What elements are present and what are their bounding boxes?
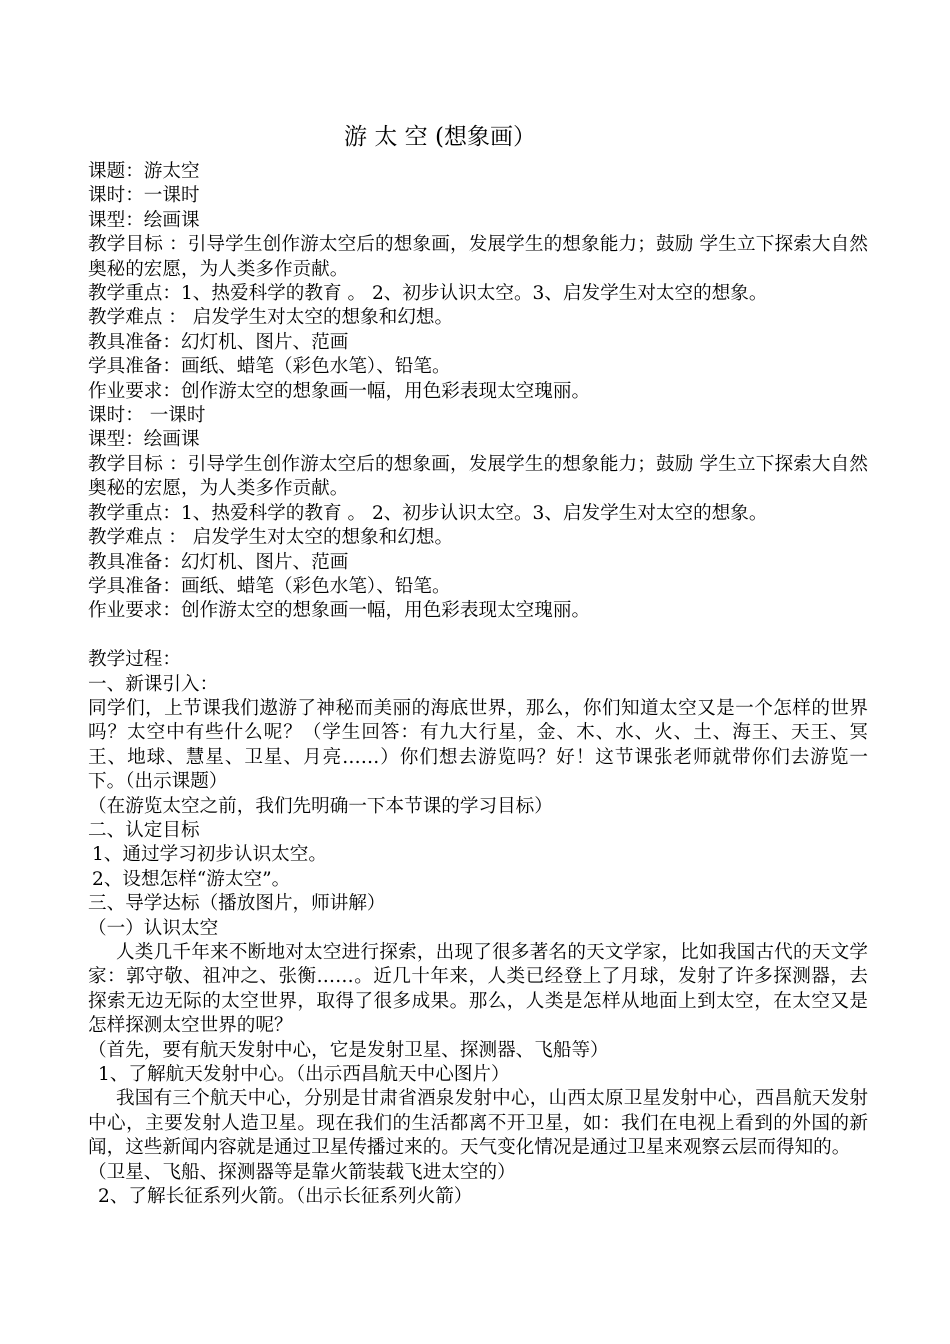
teaching-difficulty-line-2: 教学难点 ： 启发学生对太空的想象和幻想。 <box>88 527 454 549</box>
section-heading-goals: 二、认定目标 <box>88 819 200 841</box>
section-heading-intro: 一、新课引入： <box>88 673 219 695</box>
intro-note: （在游览太空之前，我们先明确一下本节课的学习目标） <box>88 795 553 817</box>
teaching-goal-paragraph: 教学目标 ：引导学生创作游太空后的想象画，发展学生的想象能力；鼓励 学生立下探索大自然奥秘的宏愿，为人类多作贡献。 <box>88 234 868 280</box>
class-hours-line: 课时：一课时 <box>88 185 200 207</box>
goal-item-1: 1、通过学习初步认识太空。 <box>92 844 327 866</box>
teaching-aids-line: 教具准备：幻灯机、图片、范画 <box>88 331 349 353</box>
document-title: 游 太 空 (想象画） <box>344 124 536 150</box>
teaching-process-heading: 教学过程： <box>88 649 181 671</box>
teaching-difficulty-line: 教学难点 ： 启发学生对太空的想象和幻想。 <box>88 307 454 329</box>
space-exploration-paragraph: 人类几千年来不断地对太空进行探索，出现了很多著名的天文学家，比如我国古代的天文学家：郭守敬、祖冲之、张衡……。近几十年来，人类已经登上了月球，发射了许多探测器，去探索无边无际的太空世界，取得了很多成果。那么，人类是怎样从地面上到太空，在太空又是怎样探测太空世界的呢？ <box>88 941 868 1037</box>
launch-center-note: （首先，要有航天发射中心，它是发射卫星、探测器、飞船等） <box>88 1039 609 1061</box>
student-materials-line: 学具准备：画纸、蜡笔（彩色水笔）、铅笔。 <box>88 356 451 378</box>
teaching-focus-line: 教学重点：1、热爱科学的教育 。 2、初步认识太空。3、启发学生对太空的想象。 <box>88 283 768 305</box>
launch-center-item: 1、了解航天发射中心。（出示西昌航天中心图片） <box>98 1064 510 1086</box>
lesson-type-line-2: 课型：绘画课 <box>88 429 200 451</box>
document-body <box>88 160 868 1209</box>
topic-line: 课题：游太空 <box>88 161 200 182</box>
student-materials-line-2: 学具准备：画纸、蜡笔（彩色水笔）、铅笔。 <box>88 575 451 597</box>
intro-paragraph: 同学们，上节课我们遨游了神秘而美丽的海底世界，那么，你们知道太空又是一个怎样的世界吗？太空中有些什么呢？（学生回答：有九大行星，金、木、水、火、土、海王、天王、冥王、地球、慧星、卫星、月亮……）你们想去游览吗？好！这节课张老师就带你们去游览一下。（出示课题） <box>88 697 868 793</box>
section-heading-guide: 三、导学达标（播放图片，师讲解） <box>88 893 386 915</box>
subsection-heading-space: （一）认识太空 <box>88 917 219 939</box>
homework-line-2: 作业要求：创作游太空的想象画一幅，用色彩表现太空瑰丽。 <box>88 600 591 622</box>
class-hours-line-2: 课时： 一课时 <box>88 405 206 427</box>
teaching-goal-paragraph-2: 教学目标 ：引导学生创作游太空后的想象画，发展学生的想象能力；鼓励 学生立下探索大自然奥秘的宏愿，为人类多作贡献。 <box>88 453 868 500</box>
lesson-type-line: 课型：绘画课 <box>88 209 200 231</box>
teaching-aids-line-2: 教具准备：幻灯机、图片、范画 <box>88 551 349 573</box>
rocket-item: 2、了解长征系列火箭。（出示长征系列火箭） <box>98 1186 473 1208</box>
rocket-note: （卫星、飞船、探测器等是靠火箭装载飞进太空的） <box>88 1161 516 1183</box>
goal-item-2: 2、设想怎样“游太空”。 <box>92 868 291 890</box>
launch-center-paragraph: 我国有三个航天中心，分别是甘肃省酒泉发射中心，山西太原卫星发射中心，西昌航天发射中心，主要发射人造卫星。现在我们的生活都离不开卫星，如：我们在电视上看到的外国的新闻，这些新闻内容就是通过卫星传播过来的。天气变化情况是通过卫星来观察云层而得知的。 <box>88 1088 868 1159</box>
teaching-focus-line-2: 教学重点：1、热爱科学的教育 。 2、初步认识太空。3、启发学生对太空的想象。 <box>88 502 768 524</box>
blank-line <box>88 624 868 648</box>
homework-line: 作业要求：创作游太空的想象画一幅，用色彩表现太空瑰丽。 <box>88 380 591 402</box>
